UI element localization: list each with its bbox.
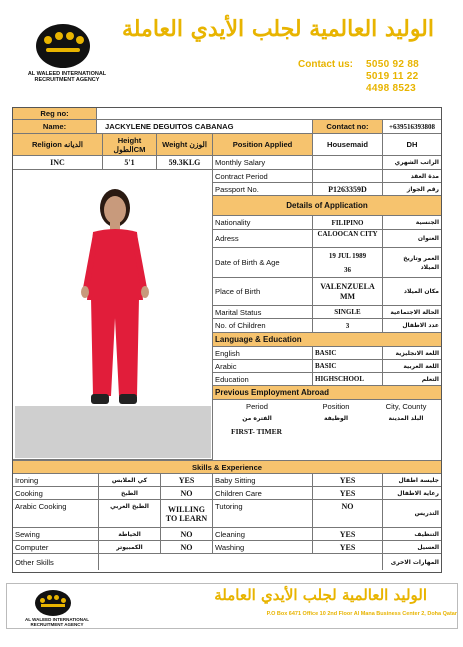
baby-sitting-value: YES: [313, 474, 383, 487]
contract-value: [313, 170, 383, 183]
footer: [6, 583, 458, 629]
cooking-value: NO: [161, 487, 213, 500]
religion-label: Religion الديانه: [13, 134, 103, 156]
phone-2: 5019 11 22: [366, 71, 419, 82]
washing-value: YES: [313, 541, 383, 554]
sewing-ar: الخياطة: [99, 528, 161, 541]
footer-address: P.O Box 6471 Office 10 2nd Floor Al Mana Business Center 2, Doha Qatar: [266, 611, 457, 617]
religion-value: INC: [13, 156, 103, 170]
arabic-cooking-value: WILLING TO LEARN: [161, 500, 213, 528]
footer-logo-text: AL WALEED INTERNATIONAL RECRUITMENT AGENCY: [24, 617, 90, 627]
arabic-ar: اللغة العربية: [383, 360, 441, 373]
salary-ar: الراتب الشهري: [383, 156, 441, 170]
ironing-label: Ironing: [13, 474, 99, 487]
other-skills-ar: المهارات الاخرى: [390, 558, 439, 566]
pob-ar: مكان الميلاد: [383, 278, 441, 306]
computer-ar: الكمبيوتر: [99, 541, 161, 554]
skills-title: Skills & Experience: [13, 460, 441, 474]
salary-label: Monthly Salary: [213, 156, 313, 170]
name-label: Name:: [13, 120, 97, 134]
dob-value: 19 JUL 1989: [313, 248, 383, 263]
other-skills-value: [99, 554, 383, 570]
contact-no-label: Contact no:: [313, 120, 383, 134]
reg-no-value: [97, 108, 441, 120]
pob-value: VALENZUELA MM: [313, 278, 383, 306]
other-skills-label: Other Skills: [13, 554, 99, 570]
children-label: No. of Children: [213, 319, 313, 333]
arabic-cooking-label: Arabic Cooking: [13, 500, 99, 528]
marital-ar: الحالة الاجتماعية: [383, 306, 441, 319]
candidate-photo: [15, 172, 211, 458]
position-code: DH: [383, 134, 441, 156]
employment-entry: FIRST- TIMER: [231, 426, 283, 436]
height-value: 5'1: [103, 156, 157, 170]
marital-label: Marital Status: [213, 306, 313, 319]
letterhead: [6, 6, 456, 94]
nationality-value: FILIPINO: [313, 216, 383, 230]
language-title: Language & Education: [213, 333, 441, 347]
address-label: Adress: [213, 230, 313, 248]
education-label: Education: [213, 373, 313, 386]
logo-text: AL WALEED INTERNATIONAL RECRUITMENT AGENCY: [27, 71, 107, 83]
address-value: CALOOCAN CITY: [313, 230, 383, 248]
cleaning-label: Cleaning: [213, 528, 313, 541]
computer-label: Computer: [13, 541, 99, 554]
ironing-ar: كي الملابس: [99, 474, 161, 487]
tutoring-ar: التدريس: [383, 500, 441, 528]
marital-value: SINGLE: [313, 306, 383, 319]
period-col-label: Period: [246, 401, 268, 411]
salary-value: [313, 156, 383, 170]
employment-title: Previous Employment Abroad: [213, 386, 441, 400]
nationality-ar: الجنسية: [383, 216, 441, 230]
footer-arabic-title: الوليد العالمية لجلب الأيدي العاملة: [214, 586, 427, 604]
phone-1: 5050 92 88: [366, 59, 420, 70]
baby-sitting-ar: جليسة اطفال: [383, 474, 441, 487]
tutoring-label: Tutoring: [213, 500, 313, 528]
weight-label: Weight الوزن: [157, 134, 213, 156]
pob-label: Place of Birth: [213, 278, 313, 306]
arabic-title: الوليد العالمية لجلب الأيدي العاملة: [121, 16, 434, 42]
arabic-label: Arabic: [213, 360, 313, 373]
computer-value: NO: [161, 541, 213, 554]
passport-value: P1263359D: [313, 183, 383, 196]
english-value: BASIC: [313, 347, 383, 360]
arabic-cooking-ar: الطبخ العربي: [99, 500, 161, 528]
address-ar: العنوان: [383, 230, 441, 248]
cooking-label: Cooking: [13, 487, 99, 500]
height-label: Height الطولCM: [103, 134, 157, 156]
position-col-label: Position: [322, 401, 350, 411]
passport-ar: رقم الجواز: [383, 183, 441, 196]
children-value: 3: [313, 319, 383, 333]
weight-value: 59.3KLG: [157, 156, 213, 170]
washing-label: Washing: [213, 541, 313, 554]
baby-sitting-label: Baby Sitting: [213, 474, 313, 487]
dob-ar: العمر وتاريخ الميلاد: [383, 248, 441, 278]
children-ar: عدد الاطفال: [383, 319, 441, 333]
education-value: HIGHSCHOOL: [313, 373, 383, 386]
phone-3: 4498 8523: [366, 83, 416, 94]
footer-logo-icon: [35, 590, 71, 616]
children-care-value: YES: [313, 487, 383, 500]
cleaning-value: YES: [313, 528, 383, 541]
position-col-ar: الوظيفة: [323, 414, 349, 422]
application-form: [12, 107, 442, 573]
washing-ar: الغسيل: [383, 541, 441, 554]
position-value: Housemaid: [313, 134, 383, 156]
contract-label: Contract Period: [213, 170, 313, 183]
nationality-label: Nationality: [213, 216, 313, 230]
sewing-value: NO: [161, 528, 213, 541]
arabic-value: BASIC: [313, 360, 383, 373]
reg-no-label: Reg no:: [13, 108, 97, 120]
english-label: English: [213, 347, 313, 360]
position-label: Position Applied: [213, 134, 313, 156]
details-title: Details of Application: [213, 196, 441, 216]
cleaning-ar: التنظيف: [383, 528, 441, 541]
age-value: 36: [313, 263, 383, 278]
period-col-ar: الفتره من: [242, 414, 272, 422]
dob-label: Date of Birth & Age: [213, 248, 313, 278]
ironing-value: YES: [161, 474, 213, 487]
children-care-ar: رعاية الاطفال: [383, 487, 441, 500]
passport-label: Passport No.: [213, 183, 313, 196]
english-ar: اللغة الانجليزية: [383, 347, 441, 360]
contact-label: Contact us:: [298, 59, 353, 70]
children-care-label: Children Care: [213, 487, 313, 500]
name-value: JACKYLENE DEGUITOS CABANAG: [97, 120, 313, 134]
contract-ar: مدة العقد: [383, 170, 441, 183]
sewing-label: Sewing: [13, 528, 99, 541]
city-col-label: City, County: [385, 401, 427, 411]
education-ar: التعلم: [383, 373, 441, 386]
contact-no-value: +639516393808: [383, 120, 441, 134]
agency-logo-icon: [36, 24, 90, 68]
tutoring-value: NO: [313, 500, 383, 528]
city-col-ar: البلد المدينة: [388, 414, 424, 422]
cooking-ar: الطبخ: [99, 487, 161, 500]
